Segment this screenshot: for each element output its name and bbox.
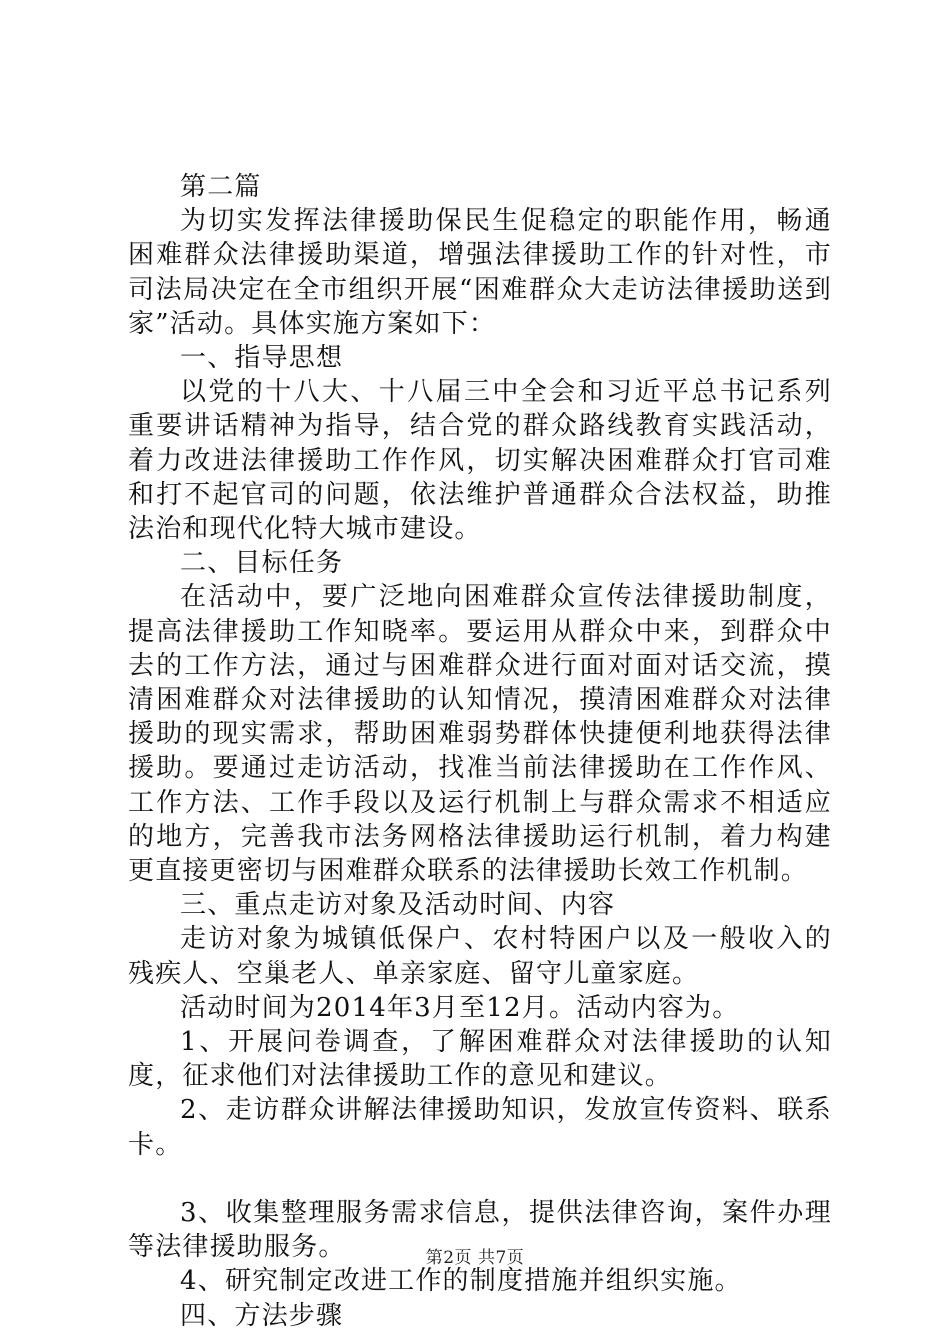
section-2-body: 在活动中，要广泛地向困难群众宣传法律援助制度，提高法律援助工作知晓率。要运用从群众中来，到群众中去的工作方法，通过与困难群众进行面对面对话交流，摸清困难群众对法律援助的认知情况，摸清困难群众对法律援助的现实需求，帮助困难弱势群体快捷便利地获得法律援助。要通过走访活动，找准当前法律援助在工作作风、工作方法、工作手段以及运行机制上与群众需求不相适应的地方，完善我市法务网格法律援助运行机制，着力构建更直接更密切与困难群众联系的法律援助长效工作机制。 (128, 582, 832, 887)
list-item-2: 2、走访群众讲解法律援助知识，发放宣传资料、联系卡。 (128, 1095, 832, 1160)
list-item-3: 3、收集整理服务需求信息，提供法律咨询，案件办理等法律援助服务。 (128, 1197, 832, 1263)
page-number-footer: 第2页 共7页 (425, 1248, 525, 1268)
list-item-1: 1、开展问卷调查，了解困难群众对法律援助的认知度，征求他们对法律援助工作的意见和建议。 (128, 1027, 832, 1092)
section-3-title: 三、重点走访对象及活动时间、内容 (180, 890, 616, 921)
section-4-title: 四、方法步骤 (180, 1300, 344, 1331)
intro-paragraph: 为切实发挥法律援助保民生促稳定的职能作用，畅通困难群众法律援助渠道，增强法律援助工作的针对性，市司法局决定在全市组织开展“困难群众大走访法律援助送到家”活动。具体实施方案如下： (128, 206, 832, 339)
section-2-title: 二、目标任务 (180, 548, 344, 579)
section-heading: 第二篇 (180, 172, 262, 202)
document-body (128, 170, 832, 1333)
section-1-title: 一、指导思想 (180, 343, 344, 374)
section-1-body: 以党的十八大、十八届三中全会和习近平总书记系列重要讲话精神为指导，结合党的群众路线教育实践活动，着力改进法律援助工作作风，切实解决困难群众打官司难和打不起官司的问题，依法维护普通群众合法权益，助推法治和现代化特大城市建设。 (128, 377, 832, 545)
section-3-paragraph-1: 走访对象为城镇低保户、农村特困户以及一般收入的残疾人、空巢老人、单亲家庭、留守儿童家庭。 (128, 924, 832, 989)
list-item-4: 4、研究制定改进工作的制度措施并组织实施。 (180, 1266, 742, 1297)
section-3-paragraph-2: 活动时间为2014年3月至12月。活动内容为。 (180, 992, 740, 1023)
